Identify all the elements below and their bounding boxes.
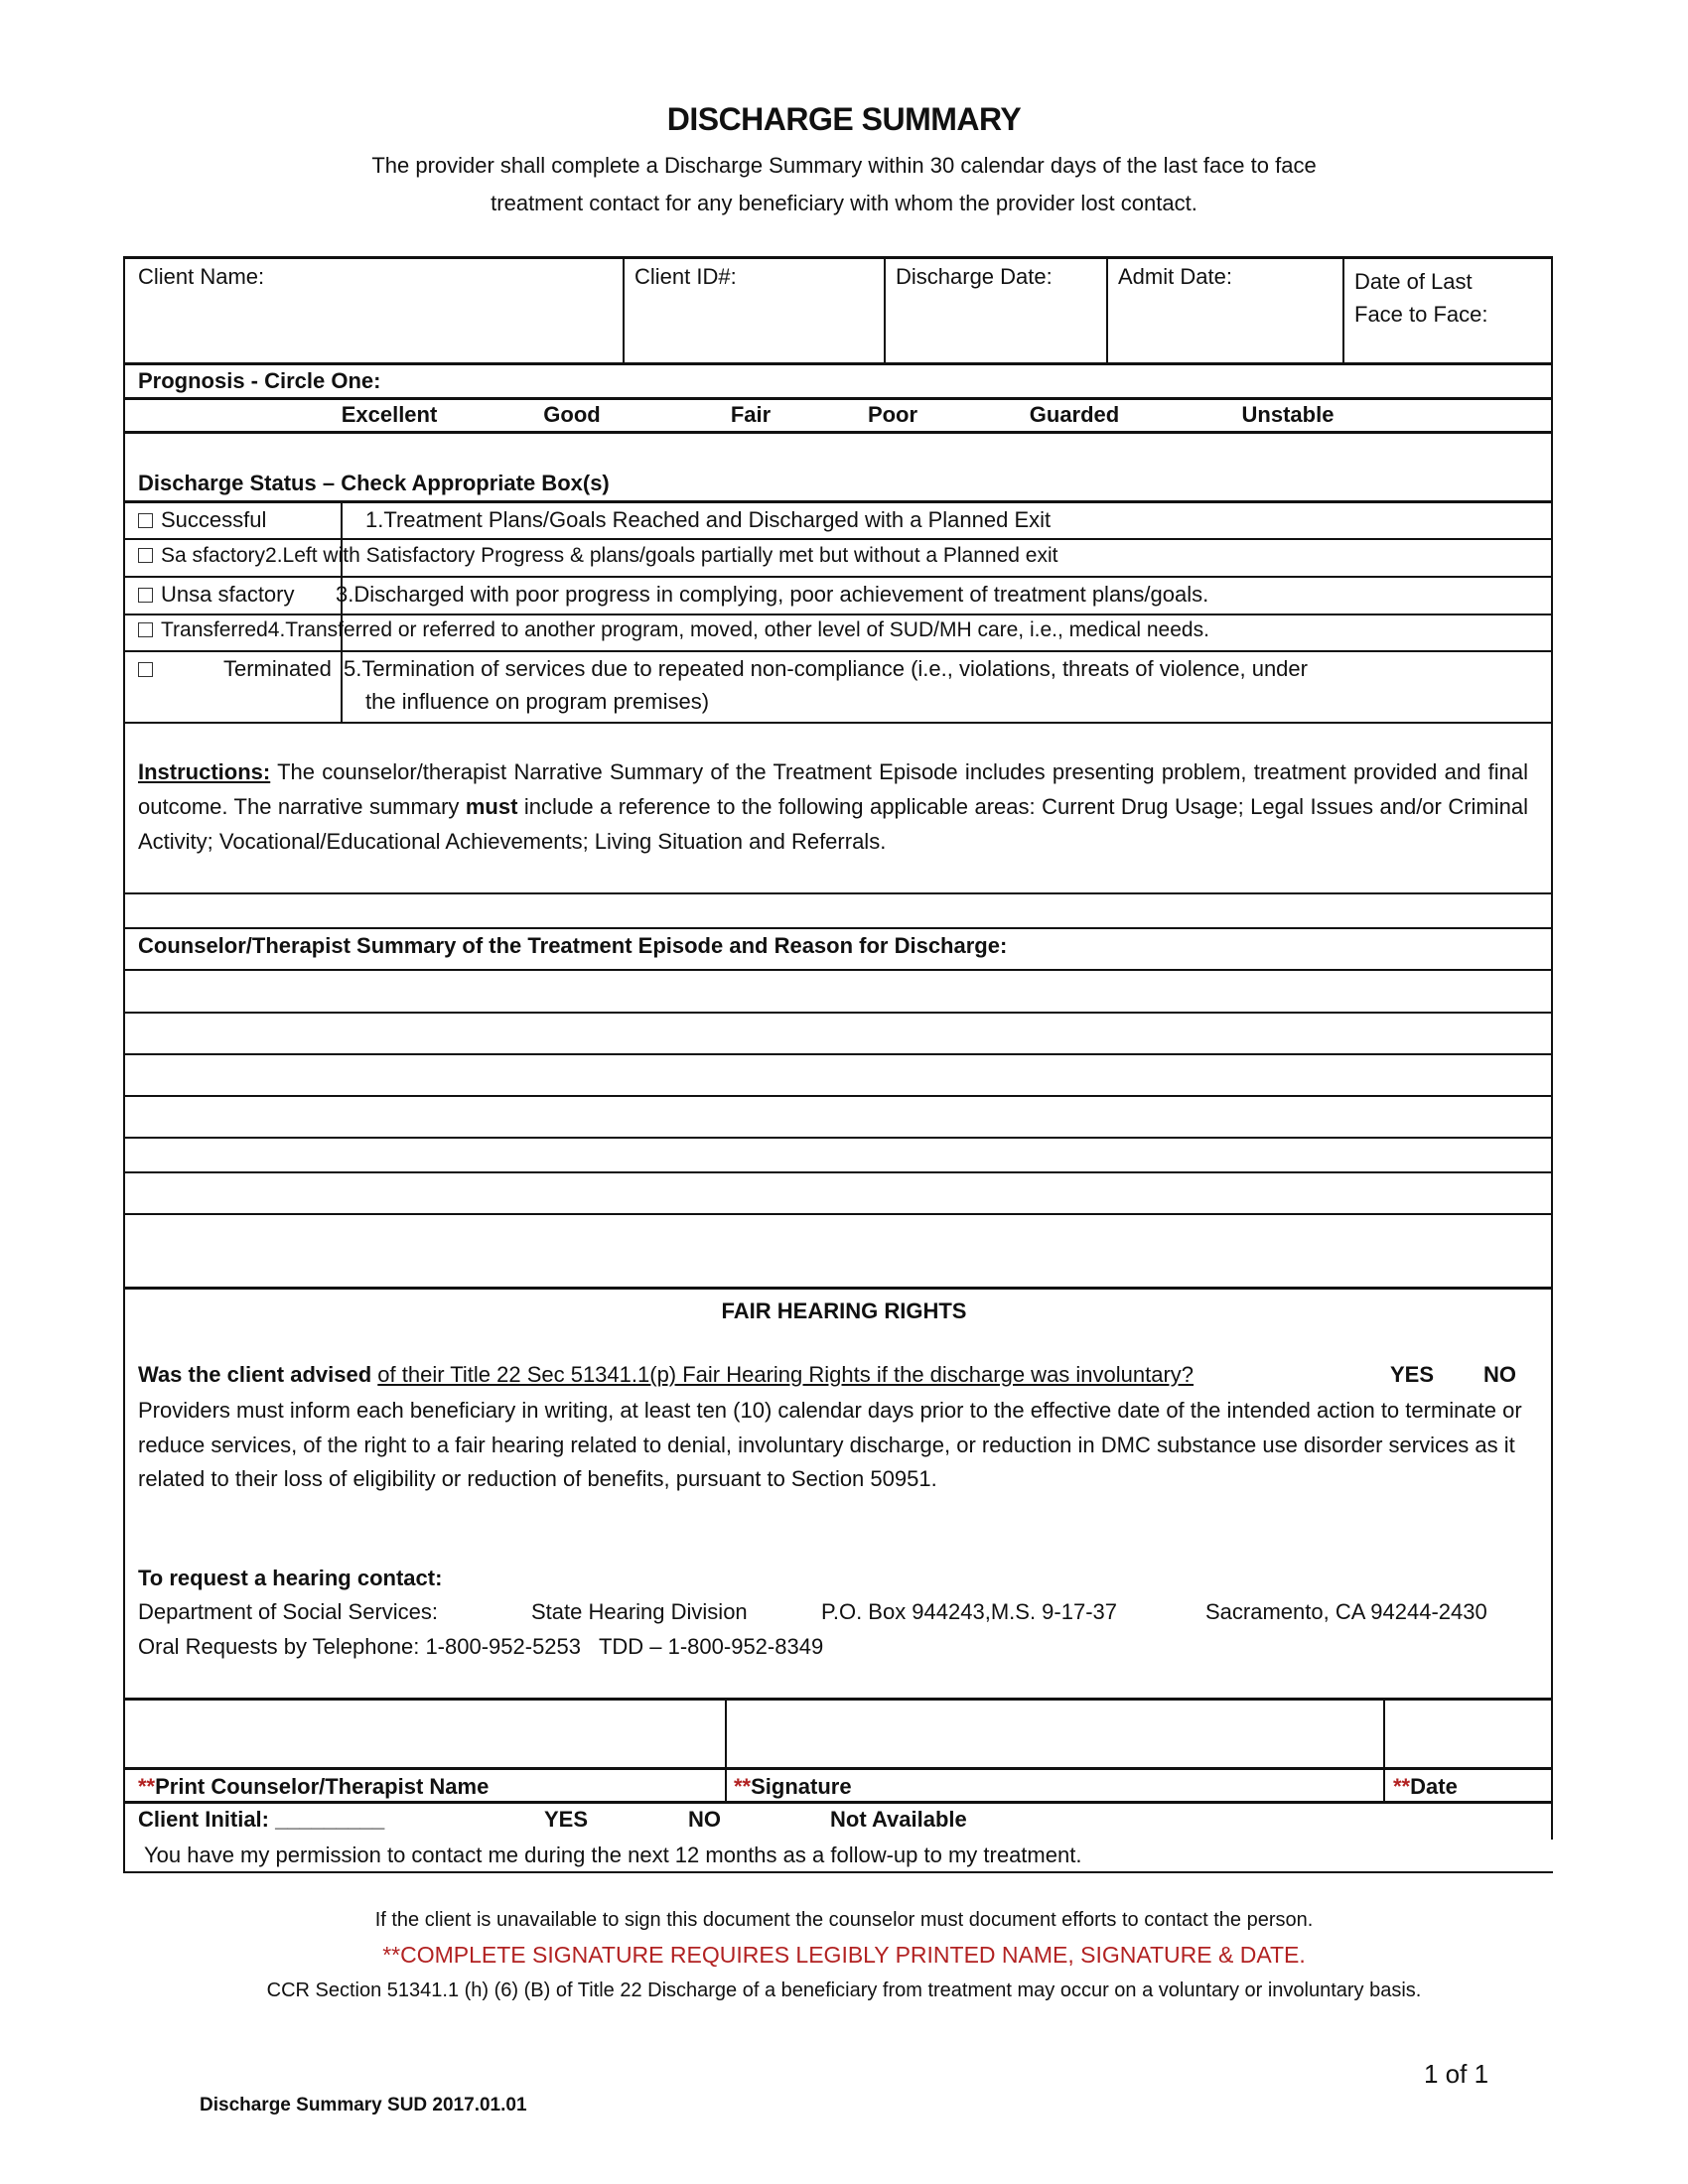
divider [623, 257, 625, 363]
permission-text: You have my permission to contact me during the next 12 months as a follow-up to my treatment. [144, 1843, 1082, 1867]
status-label: Sa sfactory [161, 544, 266, 567]
summary-line[interactable] [123, 1213, 1553, 1215]
divider [1106, 257, 1108, 363]
signature-text: Signature [751, 1774, 852, 1799]
checkbox[interactable] [138, 662, 153, 677]
summary-heading: Counselor/Therapist Summary of the Treatment Episode and Reason for Discharge: [138, 933, 1008, 958]
summary-line[interactable] [123, 1095, 1553, 1097]
instructions-label: Instructions: [138, 759, 271, 784]
divider [123, 362, 1553, 365]
client-id-label: Client ID#: [634, 264, 737, 289]
print-name-input[interactable] [125, 1700, 725, 1767]
divider [123, 256, 1553, 259]
prognosis-option-excellent[interactable]: Excellent [341, 402, 438, 427]
divider [123, 397, 1553, 400]
status-row-unsatisfactory[interactable] [138, 582, 295, 608]
footer-note: If the client is unavailable to sign this document the counselor must document efforts to contact the person. [374, 1909, 1314, 1931]
status-row-transferred[interactable] [138, 618, 1209, 642]
prognosis-option-unstable[interactable]: Unstable [1241, 402, 1335, 427]
status-label: Successful [161, 507, 267, 532]
client-initial-yes[interactable]: YES [544, 1807, 589, 1832]
checkbox[interactable] [138, 622, 153, 637]
instructions-paragraph [138, 754, 1528, 859]
divider [123, 722, 1553, 724]
divider [1342, 257, 1344, 363]
status-label: Terminated [223, 656, 332, 681]
divider [341, 501, 343, 722]
divider [123, 614, 1553, 615]
summary-line[interactable] [123, 1012, 1553, 1014]
question-underlined: of their Title 22 Sec 51341.1(p) Fair Hearing Rights if the discharge was involuntary? [377, 1362, 1195, 1387]
status-desc: 1.Treatment Plans/Goals Reached and Discharged with a Planned Exit [365, 507, 1052, 532]
page-number: 1 of 1 [1424, 2059, 1489, 2089]
last-f2f-label-line2: Face to Face: [1354, 302, 1488, 327]
signature-label [734, 1774, 852, 1800]
status-row-terminated[interactable] [138, 656, 161, 682]
fair-hearing-yes[interactable]: YES [1390, 1362, 1435, 1387]
table-right-border [1551, 257, 1553, 1840]
client-name-label: Client Name: [138, 264, 265, 289]
subtitle-line-1: The provider shall complete a Discharge Summary within 30 calendar days of the last face to face [371, 153, 1317, 178]
prognosis-option-guarded[interactable]: Guarded [1029, 402, 1120, 427]
last-f2f-label-line1: Date of Last [1354, 269, 1473, 294]
fair-hearing-no[interactable]: NO [1483, 1362, 1516, 1387]
table-left-border [123, 257, 125, 1871]
prognosis-option-fair[interactable]: Fair [730, 402, 772, 427]
summary-line[interactable] [123, 1137, 1553, 1139]
contact-po-box: P.O. Box 944243,M.S. 9-17-37 [821, 1599, 1117, 1624]
contact-heading: To request a hearing contact: [138, 1566, 443, 1590]
client-initial-not-available[interactable]: Not Available [830, 1807, 967, 1832]
divider [123, 1871, 1553, 1873]
divider [123, 538, 1553, 540]
fair-hearing-body: Providers must inform each beneficiary in writing, at least ten (10) calendar days prior to the effective date of the intended action to terminate or reduce services, of the right to a fair hearing related to denial, involuntary discharge, or reduction in DMC substance use disorder services as it related to their loss of eligibility or reduction of benefits, pursuant to Section 50951. [138, 1398, 1522, 1491]
instructions-text: include a reference to the following applicable areas: Current Drug Usage; Legal Issues and/or Criminal Activity; Vocational/Educational Achievements; Living Situation and Referrals. [138, 794, 1528, 854]
required-mark: ** [734, 1774, 752, 1799]
divider [123, 1801, 1553, 1804]
form-id: Discharge Summary SUD 2017.01.01 [200, 2095, 527, 2116]
required-mark: ** [138, 1774, 156, 1799]
status-label: Transferred [161, 618, 268, 641]
divider [123, 892, 1553, 894]
checkbox[interactable] [138, 548, 153, 563]
status-desc: 4.Transferred or referred to another program, moved, other level of SUD/MH care, i.e., medical needs. [267, 618, 1209, 641]
admit-date-label: Admit Date: [1118, 264, 1232, 289]
contact-city: Sacramento, CA 94244-2430 [1205, 1599, 1487, 1624]
print-name-label [138, 1774, 489, 1800]
discharge-status-heading: Discharge Status – Check Appropriate Box(s) [138, 471, 610, 495]
summary-line[interactable] [123, 1171, 1553, 1173]
discharge-date-label: Discharge Date: [896, 264, 1053, 289]
divider [123, 431, 1553, 434]
footer-requirement: **COMPLETE SIGNATURE REQUIRES LEGIBLY PRINTED NAME, SIGNATURE & DATE. [382, 1942, 1306, 1968]
status-desc: 5.Termination of services due to repeated non-compliance (i.e., violations, threats of violence, under [344, 656, 1308, 681]
divider [884, 257, 886, 363]
contact-phone: Oral Requests by Telephone: 1-800-952-5253 TDD – 1-800-952-8349 [138, 1634, 824, 1659]
print-name-text: Print Counselor/Therapist Name [155, 1774, 490, 1799]
client-initial-field[interactable]: Client Initial: _________ [138, 1807, 385, 1832]
divider [123, 1287, 1553, 1290]
divider [123, 500, 1553, 503]
admit-date-field[interactable] [1118, 264, 1232, 290]
divider [123, 927, 1553, 929]
prognosis-option-good[interactable]: Good [543, 402, 601, 427]
last-face-to-face-field[interactable] [1354, 264, 1488, 332]
date-label [1393, 1774, 1458, 1800]
divider [123, 1767, 1553, 1770]
prognosis-label: Prognosis - Circle One: [138, 368, 381, 393]
checkbox[interactable] [138, 513, 153, 528]
status-row-successful[interactable] [138, 507, 266, 533]
client-initial-no[interactable]: NO [688, 1807, 721, 1832]
signature-input[interactable] [727, 1700, 1383, 1767]
status-label: Unsa sfactory [161, 582, 295, 607]
summary-line[interactable] [123, 1053, 1553, 1055]
divider [123, 576, 1553, 578]
status-desc: 2.Left with Satisfactory Progress & plans/goals partially met but without a Planned exit [265, 544, 1058, 567]
fair-hearing-question [138, 1362, 1194, 1388]
contact-dept: Department of Social Services: [138, 1599, 439, 1624]
summary-line[interactable] [123, 969, 1553, 971]
divider [123, 650, 1553, 652]
fair-hearing-heading: FAIR HEARING RIGHTS [721, 1298, 967, 1323]
date-text: Date [1410, 1774, 1458, 1799]
status-desc-cont: the influence on program premises) [365, 689, 710, 714]
status-row-satisfactory[interactable] [138, 544, 1057, 568]
contact-division: State Hearing Division [531, 1599, 748, 1624]
status-desc: 3.Discharged with poor progress in complying, poor achievement of treatment plans/goals. [336, 582, 1209, 607]
required-mark: ** [1393, 1774, 1411, 1799]
discharge-date-field[interactable] [896, 264, 1053, 290]
question-bold: Was the client advised [138, 1362, 372, 1387]
instructions-emphasis: must [465, 794, 518, 819]
client-id-field[interactable] [634, 264, 737, 290]
page-title: DISCHARGE SUMMARY [666, 101, 1022, 137]
checkbox[interactable] [138, 588, 153, 603]
subtitle-line-2: treatment contact for any beneficiary with whom the provider lost contact. [491, 191, 1197, 215]
date-input[interactable] [1385, 1700, 1551, 1767]
instructions-text: The counselor/therapist Narrative Summary of the Treatment Episode includes presenting problem, treatment provided and final outcome. The narrative summary [138, 759, 1528, 819]
client-name-field[interactable] [138, 264, 264, 290]
prognosis-option-poor[interactable]: Poor [867, 402, 918, 427]
footer-ccr: CCR Section 51341.1 (h) (6) (B) of Title 22 Discharge of a beneficiary from treatment may occur on a voluntary or involuntary basis. [266, 1979, 1422, 2001]
